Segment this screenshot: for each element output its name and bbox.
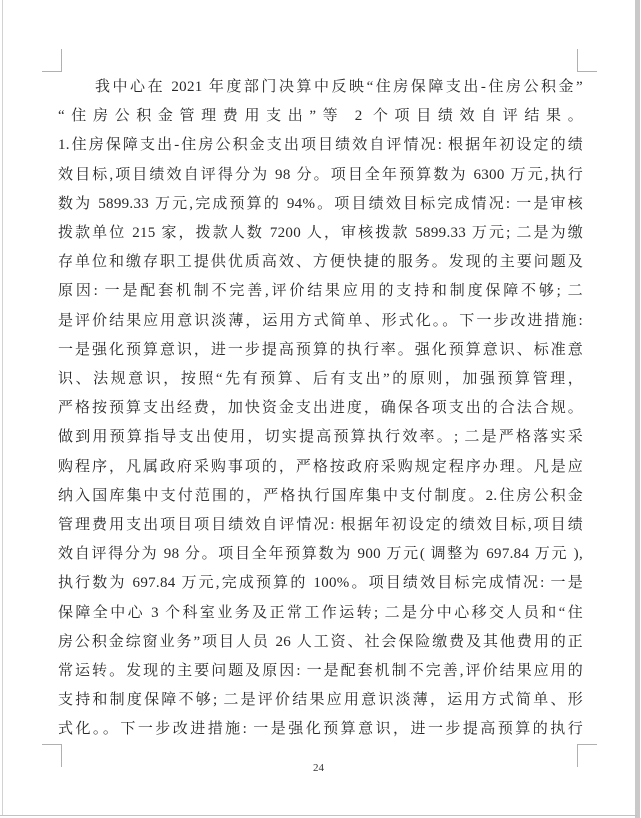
document-text (58, 73, 583, 745)
text-line: 支持和制度保障不够; 二是评价结果应用意识淡薄，运用方式简单、形 (58, 692, 583, 709)
text-line: 保障全中心 3 个科室业务及正常工作运转; 二是分中心移交人员和“住 (58, 604, 583, 621)
crop-mark-top-left (42, 49, 62, 72)
text-line: 纳入国库集中支付范围的，严格执行国库集中支付制度。2.住房公积金 (58, 487, 583, 504)
text-line: 管理费用支出项目项目绩效自评情况: 根据年初设定的绩效目标,项目绩 (58, 517, 583, 534)
text-line: 存单位和缴存职工提供优质高效、方便快捷的服务。发现的主要问题及 (58, 254, 583, 271)
text-line: 式化。。下一步改进措施: 一是强化预算意识，进一步提高预算的执行 (58, 721, 583, 738)
text-line: 是评价结果应用意识淡薄，运用方式简单、形式化。。下一步改进措施: (58, 312, 583, 329)
text-line: “住房公积金管理费用支出”等 2 个项目绩效自评结果。 (58, 108, 583, 125)
text-line: 房公积金综窗业务”项目人员 26 人工资、社会保险缴费及其他费用的正 (58, 633, 583, 650)
text-line: 严格按预算支出经费，加快资金支出进度，确保各项支出的合法合规。 (58, 400, 583, 417)
page-right-gutter (635, 0, 640, 818)
text-line: 原因: 一是配套机制不完善,评价结果应用的支持和制度保障不够; 二 (58, 283, 583, 300)
text-line: 我中心在 2021 年度部门决算中反映“住房保障支出-住房公积金” (95, 79, 583, 95)
page-bottom-edge (0, 815, 637, 816)
page-number: 24 (313, 762, 324, 774)
text-line: 数为 5899.33 万元,完成预算的 94%。项目绩效目标完成情况: 一是审核 (58, 195, 583, 212)
text-line: 识、法规意识，按照“先有预算、后有支出”的原则，加强预算管理， (58, 371, 583, 388)
text-line: 拨款单位 215 家，拨款人数 7200 人，审核拨款 5899.33 万元; 二是为缴 (58, 225, 583, 242)
text-line: 一是强化预算意识，进一步提高预算的执行率。强化预算意识、标准意 (58, 341, 583, 358)
crop-mark-top-right (577, 49, 597, 72)
text-line: 执行数为 697.84 万元,完成预算的 100%。项目绩效目标完成情况: 一是 (58, 575, 583, 592)
text-line: 做到用预算指导支出使用，切实提高预算执行效率。; 二是严格落实采 (58, 429, 583, 446)
page-left-edge (2, 0, 3, 816)
text-line: 1.住房保障支出-住房公积金支出项目绩效自评情况: 根据年初设定的绩 (58, 137, 583, 154)
text-line: 常运转。发现的主要问题及原因: 一是配套机制不完善,评价结果应用的 (58, 663, 583, 680)
text-line: 效自评得分为 98 分。项目全年预算数为 900 万元( 调整为 697.84 万元 ), (58, 546, 583, 563)
text-line: 购程序，凡属政府采购事项的，严格按政府采购规定程序办理。凡是应 (58, 458, 583, 475)
text-line: 效目标,项目绩效自评得分为 98 分。项目全年预算数为 6300 万元,执行 (58, 166, 583, 183)
